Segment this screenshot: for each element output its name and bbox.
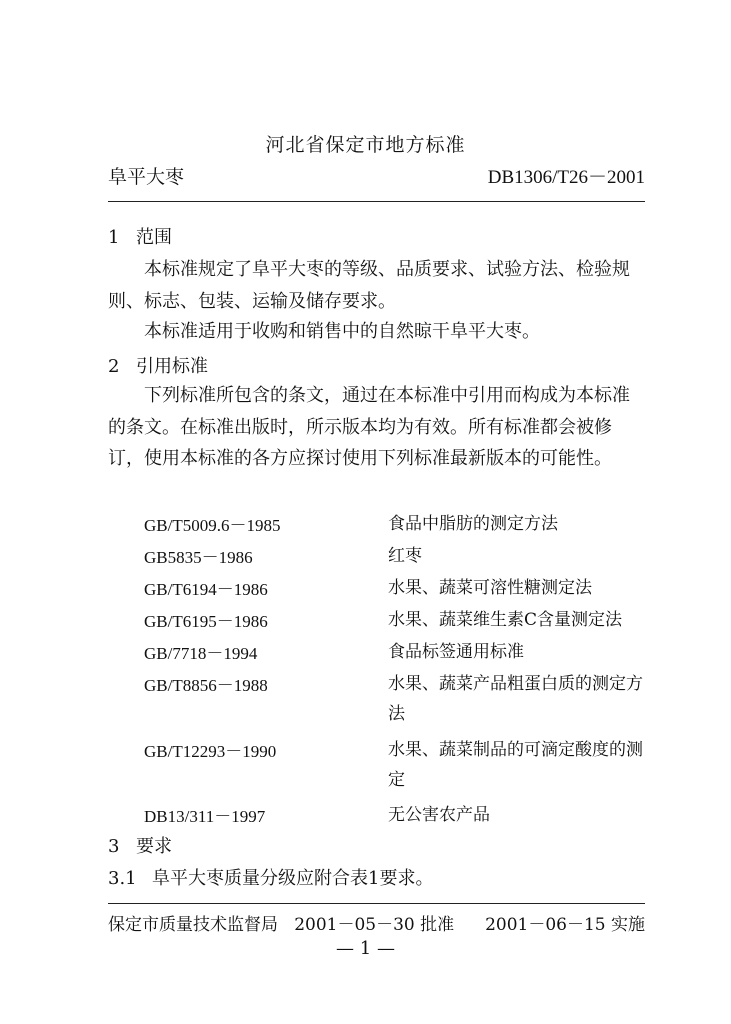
- issuer: 保定市质量技术监督局: [108, 915, 278, 935]
- reference-code: GB5835－1986: [144, 548, 253, 567]
- reference-code: GB/7718－1994: [144, 644, 258, 663]
- section-1-paragraph-2: [108, 316, 645, 348]
- section-2-heading: [108, 352, 208, 378]
- reference-code: GB/T5009.6－1985: [144, 516, 281, 535]
- reference-code: GB/T8856－1988: [144, 676, 268, 695]
- standard-code: DB1306/T26－2001: [487, 167, 645, 188]
- paragraph-text: 本标准规定了阜平大枣的等级、品质要求、试验方法、检验规则、标志、包装、运输及储存要求。: [108, 259, 630, 312]
- reference-title: 水果、蔬菜可溶性糖测定法: [388, 578, 592, 598]
- footer-rule: [108, 903, 645, 904]
- section-number: 1: [108, 227, 120, 248]
- page-number: — 1 —: [336, 938, 395, 959]
- implementation-date: 2001－06－15 实施: [485, 915, 645, 935]
- footer-issuer-line: [108, 910, 454, 935]
- paragraph-text: 下列标准所包含的条文，通过在本标准中引用而构成为本标准的条文。在标准出版时，所示版本均为有效。所有标准都会被修订，使用本标准的各方应探讨使用下列标准最新版本的可能性。: [108, 385, 630, 469]
- clause-3-1: [108, 864, 433, 890]
- clause-number: 3.1: [108, 868, 137, 889]
- approval-date: 2001－05－30 批准: [294, 915, 455, 935]
- reference-title: 红枣: [388, 546, 422, 566]
- product-name: 阜平大枣: [108, 166, 185, 188]
- section-title: 要求: [136, 836, 172, 857]
- reference-title: 水果、蔬菜产品粗蛋白质的测定方法: [388, 674, 643, 724]
- reference-title: 水果、蔬菜制品的可滴定酸度的测定: [388, 740, 643, 790]
- reference-code: GB/T6194－1986: [144, 580, 268, 599]
- section-number: 3: [108, 836, 120, 857]
- document-title: 河北省保定市地方标准: [265, 134, 466, 156]
- header-rule: [108, 201, 645, 202]
- paragraph-text: 本标准适用于收购和销售中的自然晾干阜平大枣。: [144, 321, 540, 342]
- section-2-paragraph: [108, 380, 645, 475]
- reference-code: DB13/311－1997: [144, 807, 266, 826]
- clause-text: 阜平大枣质量分级应附合表1要求。: [152, 868, 434, 889]
- section-1-paragraph-1: [108, 254, 645, 317]
- section-title: 引用标准: [136, 356, 208, 377]
- reference-code: GB/T12293－1990: [144, 742, 277, 761]
- reference-title: 食品中脂肪的测定方法: [388, 514, 558, 534]
- section-1-heading: [108, 223, 172, 249]
- section-title: 范围: [136, 227, 172, 248]
- section-3-heading: [108, 832, 172, 858]
- reference-title: 水果、蔬菜维生素C含量测定法: [388, 610, 623, 630]
- reference-title: 食品标签通用标准: [388, 642, 524, 662]
- reference-code: GB/T6195－1986: [144, 612, 268, 631]
- reference-title: 无公害农产品: [388, 805, 490, 825]
- section-number: 2: [108, 356, 120, 377]
